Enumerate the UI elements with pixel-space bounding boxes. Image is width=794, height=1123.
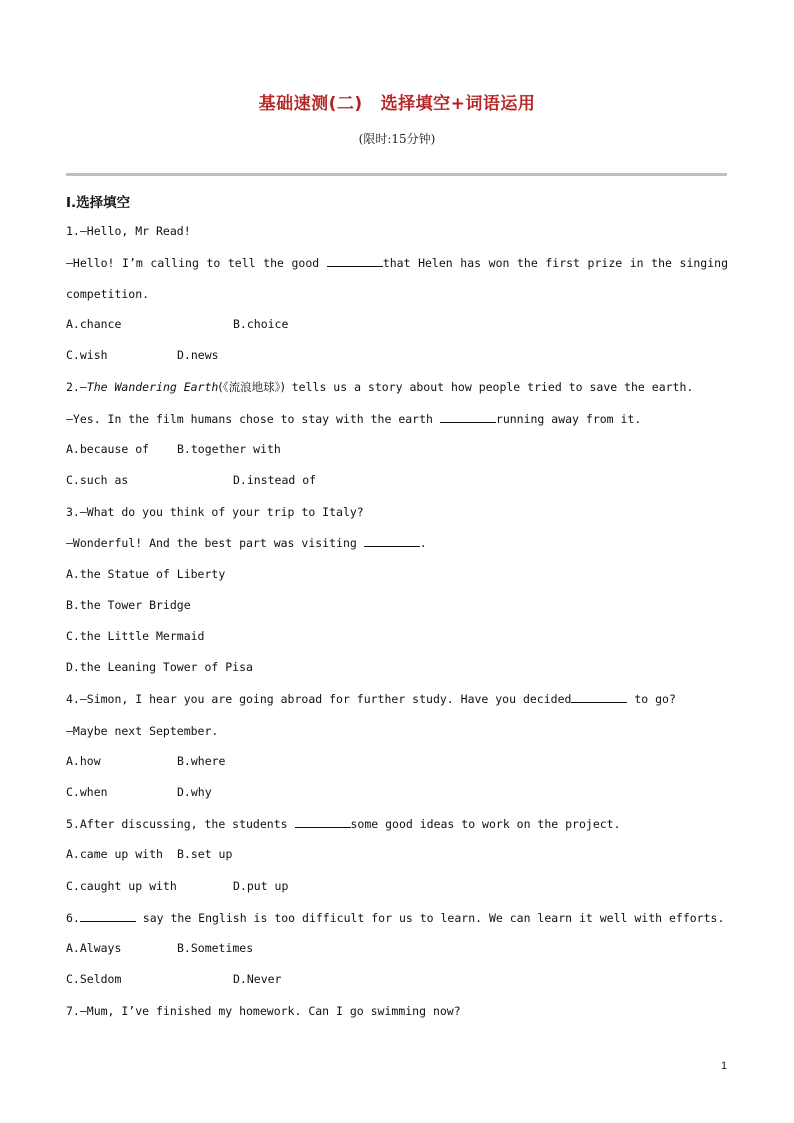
answer-blank[interactable] (571, 691, 627, 703)
q3-option-d[interactable]: D.the Leaning Tower of Pisa (66, 660, 253, 674)
q3-option-c[interactable]: C.the Little Mermaid (66, 629, 205, 643)
title-part-1: 基础速测(二) (258, 94, 363, 114)
answer-blank[interactable] (80, 910, 136, 922)
question-7-stem: 7.—Mum, I’ve finished my homework. Can I go swimming now? (66, 1004, 461, 1018)
question-4-stem (66, 691, 728, 707)
question-2-reply-text: —Yes. In the film humans chose to stay with the earth (66, 412, 433, 426)
q5-option-d[interactable]: D.put up (233, 879, 289, 893)
question-5-stem (66, 816, 728, 832)
question-6-stem-text: say the English is too difficult for us to learn. We can learn it well with efforts. (135, 911, 725, 925)
question-5-stem-text: 5.After discussing, the students (66, 817, 288, 831)
answer-blank[interactable] (295, 816, 351, 828)
q3-option-a[interactable]: A.the Statue of Liberty (66, 567, 226, 581)
q1-option-c[interactable]: C.wish (66, 348, 108, 362)
q2-option-d[interactable]: D.instead of (233, 473, 317, 487)
q5-option-b[interactable]: B.set up (177, 847, 233, 861)
q6-option-d[interactable]: D.Never (233, 972, 282, 986)
q1-option-b[interactable]: B.choice (233, 317, 289, 331)
page-title (0, 89, 794, 114)
film-title-chinese: (《流浪地球》) (218, 380, 285, 394)
q4-option-b[interactable]: B.where (177, 754, 226, 768)
question-4-reply: —Maybe next September. (66, 724, 219, 738)
q6-option-c[interactable]: C.Seldom (66, 972, 122, 986)
header-divider (66, 173, 727, 176)
question-1-reply (66, 255, 728, 271)
question-2-reply (66, 411, 728, 427)
section-heading: Ⅰ.选择填空 (66, 195, 131, 211)
answer-blank[interactable] (364, 535, 420, 547)
time-limit: (限时:15分钟) (358, 132, 436, 146)
question-6-stem (66, 910, 728, 926)
question-6-number: 6. (66, 911, 80, 925)
question-2-stem (66, 379, 728, 395)
question-4-stem-text: 4.—Simon, I hear you are going abroad for further study. Have you decided (66, 692, 572, 706)
question-1-reply-text-2: that Helen has won the first prize in the singing (382, 256, 729, 270)
question-3-reply-text: —Wonderful! And the best part was visiting (66, 536, 357, 550)
page-number: 1 (721, 1060, 728, 1072)
answer-blank[interactable] (327, 255, 383, 267)
question-1-reply-cont: competition. (66, 287, 150, 301)
film-title: The Wandering Earth (86, 380, 219, 394)
title-part-2: 选择填空+词语运用 (380, 94, 536, 114)
q4-option-d[interactable]: D.why (177, 785, 212, 799)
question-3-reply-end: . (419, 536, 427, 550)
question-2-number: 2.— (66, 380, 87, 394)
q2-option-a[interactable]: A.because of (66, 442, 150, 456)
q6-option-a[interactable]: A.Always (66, 941, 122, 955)
q5-option-a[interactable]: A.came up with (66, 847, 163, 861)
q6-option-b[interactable]: B.Sometimes (177, 941, 254, 955)
question-1-reply-text: —Hello! I’m calling to tell the good (66, 256, 320, 270)
q1-option-a[interactable]: A.chance (66, 317, 122, 331)
question-1-stem: 1.—Hello, Mr Read! (66, 224, 191, 238)
q2-option-b[interactable]: B.together with (177, 442, 281, 456)
q1-option-d[interactable]: D.news (177, 348, 219, 362)
q2-option-c[interactable]: C.such as (66, 473, 129, 487)
q5-option-c[interactable]: C.caught up with (66, 879, 177, 893)
answer-blank[interactable] (440, 411, 496, 423)
q4-option-a[interactable]: A.how (66, 754, 101, 768)
q3-option-b[interactable]: B.the Tower Bridge (66, 598, 191, 612)
question-2-reply-text-2: running away from it. (495, 412, 642, 426)
question-4-stem-end: to go? (627, 692, 676, 706)
question-3-reply (66, 535, 728, 551)
q4-option-c[interactable]: C.when (66, 785, 108, 799)
question-2-stem-text: tells us a story about how people tried to save the earth. (284, 380, 694, 394)
question-5-stem-end: some good ideas to work on the project. (350, 817, 621, 831)
question-3-stem: 3.—What do you think of your trip to Italy? (66, 505, 364, 519)
